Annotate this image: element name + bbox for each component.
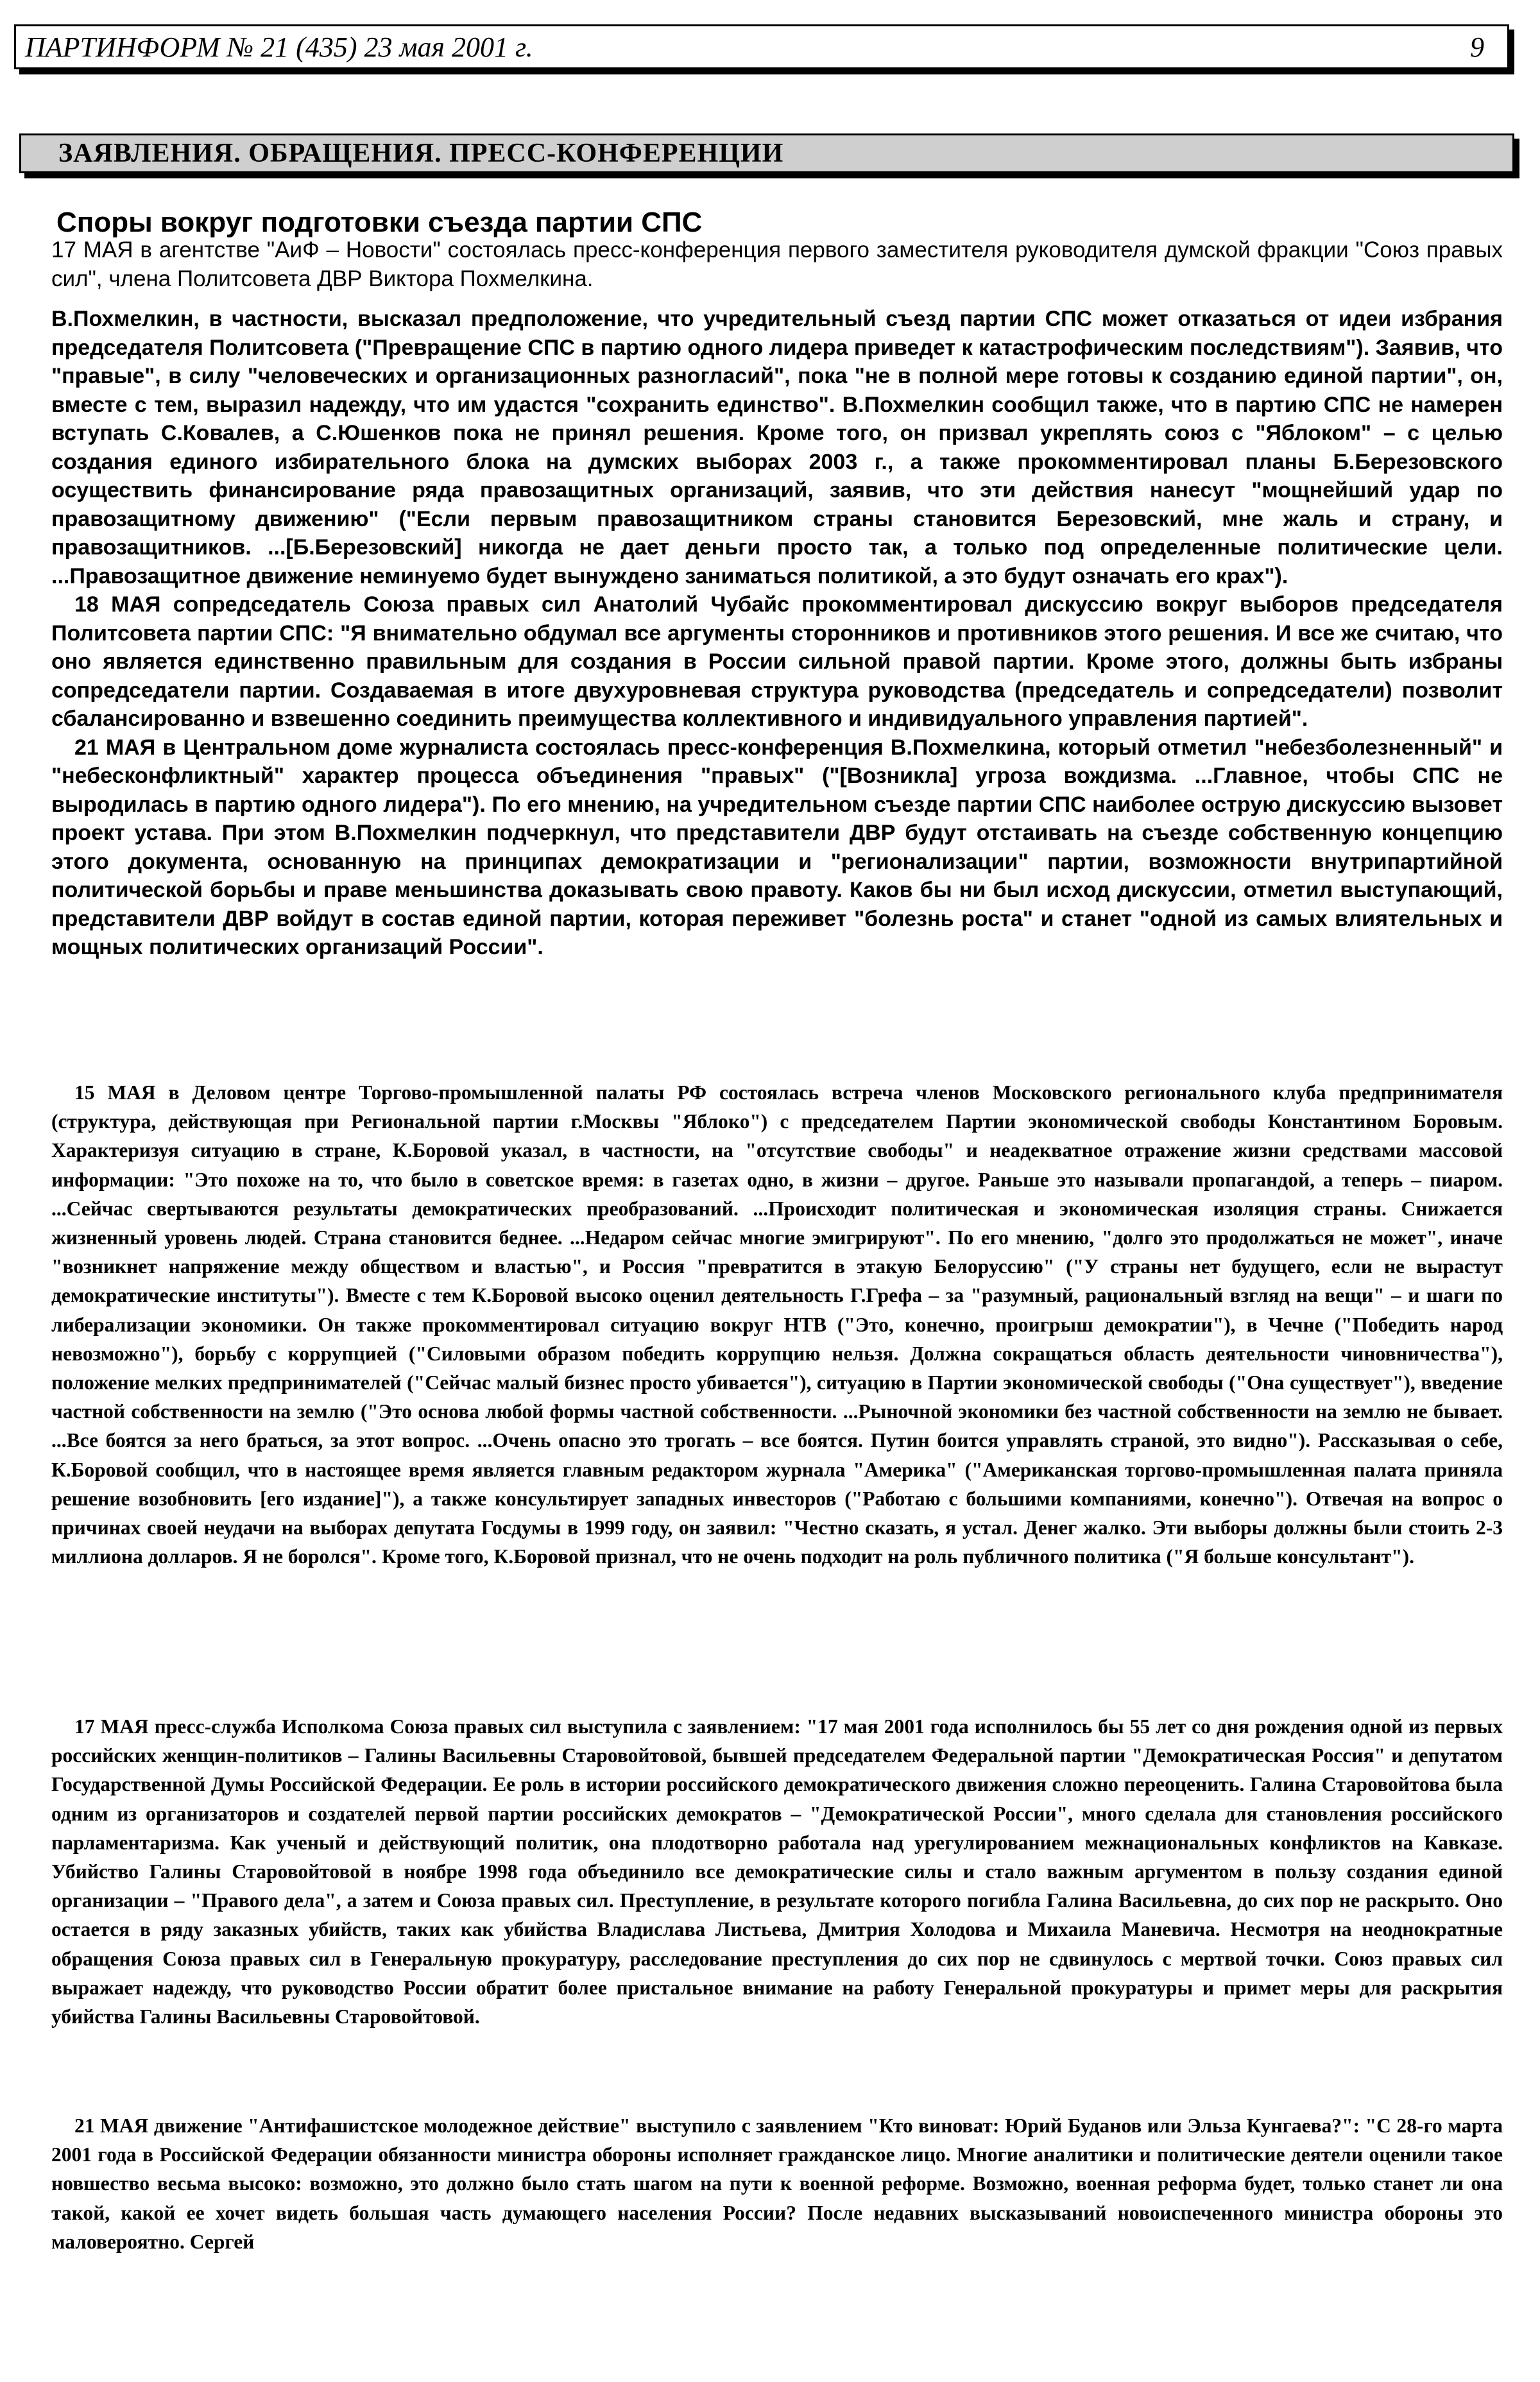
section-title: ЗАЯВЛЕНИЯ. ОБРАЩЕНИЯ. ПРЕСС-КОНФЕРЕНЦИИ bbox=[58, 139, 784, 168]
news-item-text: 21 МАЯ движение "Антифашистское молодежное действие" выступило с заявлением "Кто виноват: Юрий Буданов или Эльза Кунгаева?": "С 28-го марта 2001 года в Российской Федерации обязанности министра обороны исполняет гражданское лицо. Многие аналитики и политические деятели оценили такое новшество весьма высоко: возможно, это должно было стать шагом на пути к военной реформе. Возможно, военная реформа будет, только станет ли она такой, какой ее хочет видеть большая часть думающего населения России? После недавних высказываний новоиспеченного министра обороны это маловероятно. Сергей bbox=[51, 2114, 1503, 2253]
article-paragraph: 21 МАЯ в Центральном доме журналиста состоялась пресс-конференция В.Похмелкина, который отметил "небезболезненный" и "небесконфликтный" характер процесса объединения "правых" ("[Возникла] угроза вождизма. ...Главное, чтобы СПС не выродилась в партию одного лидера"). По его мнению, на учредительном съезде партии СПС наиболее острую дискуссию вызовет проект устава. При этом В.Похмелкин подчеркнул, что представители ДВР будут отстаивать на съезде собственную концепцию этого документа, основанную на принципах демократизации и "регионализации" партии, возможности внутрипартийной политической борьбы и праве меньшинства доказывать свою правоту. Каков бы ни был исход дискуссии, отметил выступающий, представители ДВР войдут в состав единой партии, которая переживет "болезнь роста" и станет "одной из самых влиятельных и мощных политических организаций России". bbox=[51, 735, 1503, 959]
article-title: Споры вокруг подготовки съезда партии СПС bbox=[56, 207, 703, 238]
news-item bbox=[51, 1078, 1503, 1571]
article-paragraph: 18 МАЯ сопредседатель Союза правых сил Анатолий Чубайс прокомментировал дискуссию вокруг выборов председателя Политсовета партии СПС: "Я внимательно обдумал все аргументы сторонников и противников этого решения. И все же считаю, что оно является единственно правильным для создания в России сильной правой партии. Кроме этого, должны быть избраны сопредседатели партии. Создаваемая в итоге двухуровневая структура руководства (председатель и сопредседатели) позволит сбалансированно и взвешенно соединить преимущества коллективного и индивидуального управления партией". bbox=[51, 592, 1503, 731]
news-item-text: 15 МАЯ в Деловом центре Торгово-промышленной палаты РФ состоялась встреча членов Московского регионального клуба предпринимателя (структура, действующая при Региональной партии г.Москвы "Яблоко") с председателем Партии экономической свободы Константином Боровым. Характеризуя ситуацию в стране, К.Боровой указал, в частности, на "отсутствие свободы" и неадекватное отражение жизни средствами массовой информации: "Это похоже на то, что было в советское время: в газетах одно, в жизни – другое. Раньше это называли пропагандой, а теперь – пиаром. ...Сейчас свертываются результаты демократических преобразований. ...Происходит политическая и экономическая изоляция страны. Снижается жизненный уровень людей. Страна становится беднее. ...Недаром сейчас многие эмигрируют". По его мнению, "долго это продолжаться не может", иначе "возникнет напряжение между обществом и властью", и Россия "превратится в этакую Белоруссию" ("У страны нет будущего, если не вырастут демократические институты"). Вместе с тем К.Боровой высоко оценил деятельность Г.Грефа – за "разумный, рациональный взгляд на вещи" – и шаги по либерализации экономики. Он также прокомментировал ситуацию вокруг НТВ ("Это, конечно, проигрыш демократии"), в Чечне ("Победить народ невозможно"), борьбу с коррупцией ("Силовыми образом победить коррупцию нельзя. Должна сокращаться область деятельности чиновничества"), положение мелких предпринимателей ("Сейчас малый бизнес просто убивается"), ситуацию в Партии экономической свободы ("Она существует"), введение частной собственности на землю ("Это основа любой формы частной собственности. ...Рыночной экономики без частной собственности на землю не бывает. ...Все боятся за него браться, за этот вопрос. ...Очень опасно это трогать – все боятся. Путин боится управлять страной, это видно"). Рассказывая о себе, К.Боровой сообщил, что в настоящее время является главным редактором журнала "Америка" ("Американская торгово-промышленная палата приняла решение возобновить [его издание]"), а также консультирует западных инвесторов ("Работаю с большими компаниями, конечно"). Отвечая на вопрос о причинах своей неудачи на выборах депутата Госдумы в 1999 году, он заявил: "Честно сказать, я устал. Денег жалко. Эти выборы должны были стоить 2-3 миллиона долларов. Я не боролся". Кроме того, К.Боровой признал, что не очень подходит на роль публичного политика ("Я больше консультант"). bbox=[51, 1081, 1503, 1568]
publication-title: ПАРТИНФОРМ № 21 (435) 23 мая 2001 г. bbox=[25, 31, 533, 63]
news-item bbox=[51, 1712, 1503, 2031]
article-body bbox=[51, 305, 1503, 962]
intro-paragraph: 17 МАЯ в агентстве "АиФ – Новости" состоялась пресс-конференция первого заместителя руководителя думской фракции "Союз правых сил", члена Политсовета ДВР Виктора Похмелкина. bbox=[51, 237, 1503, 291]
section-heading bbox=[19, 133, 1514, 173]
article-paragraph: В.Похмелкин, в частности, высказал предположение, что учредительный съезд партии СПС может отказаться от идеи избрания председателя Политсовета ("Превращение СПС в партию одного лидера приведет к катастрофическим последствиям"). Заявив, что "правые", в силу "человеческих и организационных разногласий", пока "не в полной мере готовы к созданию единой партии", он, вместе с тем, выразил надежду, что им удастся "сохранить единство". В.Похмелкин сообщил также, что в партию СПС не намерен вступать С.Ковалев, а С.Юшенков пока не принял решения. Кроме того, он призвал укреплять союз с "Яблоком" – с целью создания единого избирательного блока на думских выборах 2003 г., а также прокомментировал планы Б.Березовского осуществить финансирование ряда правозащитных организаций, заявив, что эти действия нанесут "мощнейший удар по правозащитному движению" ("Если первым правозащитником страны становится Березовский, мне жаль и страну, и правозащитников. ...[Б.Березовский] никогда не дает деньги просто так, а только под определенные политические цели. ...Правозащитное движение неминуемо будет вынуждено заниматься политикой, а это будут означать его крах"). bbox=[51, 307, 1503, 588]
news-item-text: 17 МАЯ пресс-служба Исполкома Союза правых сил выступила с заявлением: "17 мая 2001 года исполнилось бы 55 лет со дня рождения одной из первых российских женщин-политиков – Галины Васильевны Старовойтовой, бывшей председателем Федеральной партии "Демократическая Россия" и депутатом Государственной Думы Российской Федерации. Ее роль в истории российского демократического движения сложно переоценить. Галина Старовойтова была одним из организаторов и создателей первой партии российских демократов – "Демократической России", много сделала для становления российского парламентаризма. Как ученый и действующий политик, она плодотворно работала над урегулированием межнациональных конфликтов на Кавказе. Убийство Галины Старовойтовой в ноябре 1998 года объединило все демократические силы и стало важным аргументом в пользу создания единой организации – "Правого дела", а затем и Союза правых сил. Преступление, в результате которого погибла Галина Васильевна, до сих пор не раскрыто. Оно остается в ряду заказных убийств, таких как убийства Владислава Листьева, Дмитрия Холодова и Михаила Маневича. Несмотря на неоднократные обращения Союза правых сил в Генеральную прокуратуру, расследование преступления до сих пор не сдвинулось с мертвой точки. Союз правых сил выражает надежду, что руководство России обратит более пристальное внимание на работу Генеральной прокуратуры и примет меры для раскрытия убийства Галины Васильевны Старовойтовой. bbox=[51, 1715, 1503, 2028]
article-intro bbox=[51, 236, 1503, 293]
page-number: 9 bbox=[1470, 31, 1484, 63]
page-header bbox=[14, 24, 1509, 69]
news-item bbox=[51, 2111, 1503, 2256]
